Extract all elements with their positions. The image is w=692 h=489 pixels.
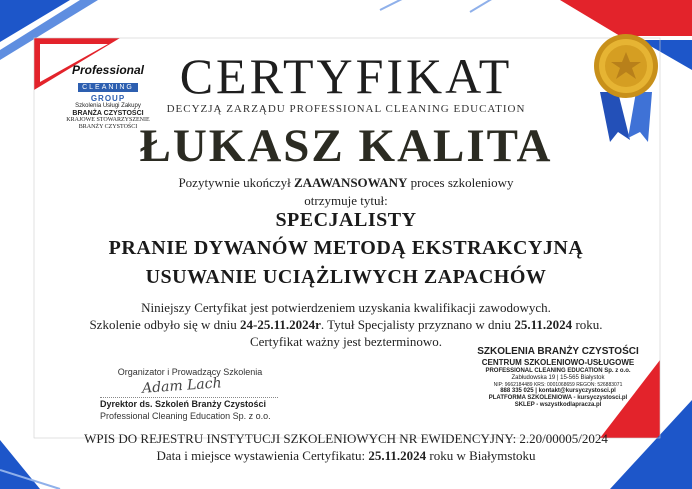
training-dates-line: [0, 317, 692, 333]
logo-group: GROUP: [90, 94, 126, 103]
stamp-platform: PLATFORMA SZKOLENIOWA - kursyczystosci.pl: [488, 395, 628, 402]
specialization-1: PRANIE DYWANÓW METODĄ EKSTRAKCYJNĄ: [108, 237, 584, 259]
corner-red-top-right: [560, 0, 692, 36]
validity-line: Certyfikat ważny jest bezterminowo.: [249, 334, 443, 349]
deco-line: [470, 0, 500, 12]
logo-sub: CLEANING: [78, 83, 138, 92]
logo-industry: BRANŻA CZYSTOŚCI: [72, 110, 144, 117]
awarded-title: SPECJALISTY: [275, 209, 417, 231]
organizer-label: Organizator i Prowadzący Szkolenia: [117, 367, 263, 377]
body-text-line: Niniejszy Certyfikat jest potwierdzeniem uzyskania kwalifikacji zawodowych.: [141, 300, 551, 315]
issue-date: 25.11.2024: [368, 448, 427, 463]
director-title: Dyrektor ds. Szkoleń Branży Czystości: [100, 399, 267, 409]
body-text: roku.: [572, 317, 603, 332]
completion-prefix: Pozytywnie ukończył: [178, 175, 294, 190]
certificate-title: CERTYFIKAT: [179, 48, 513, 104]
logo-association-line2: BRANŻY CZYSTOŚCI: [78, 124, 138, 130]
stamp-shop: SKLEP - wszystkodlapracza.pl: [514, 402, 602, 409]
award-date: 25.11.2024: [514, 317, 573, 332]
certificate-subtitle: DECYZJĄ ZARZĄDU PROFESSIONAL CLEANING EDUCATION: [166, 103, 526, 115]
logo-association: KRAJOWE STOWARZYSZENIE: [66, 117, 150, 123]
handwritten-signature: Adam Lach: [141, 375, 223, 397]
signature-line: [100, 397, 278, 398]
stamp-address: Zabłudowska 19 | 15-565 Białystok: [511, 374, 605, 381]
stamp-line: PROFESSIONAL CLEANING EDUCATION Sp. z o.o.: [485, 367, 631, 374]
registry-number: WPIS DO REJESTRU INSTYTUCJI SZKOLENIOWYCH NR EWIDENCYJNY: 2.20/00005/2024: [84, 431, 608, 446]
logo-name: Professional: [71, 63, 145, 77]
deco-line: [380, 0, 420, 10]
director-organization: Professional Cleaning Education Sp. z o.o.: [100, 411, 271, 421]
issue-suffix: roku w Białymstoku: [426, 448, 536, 463]
completion-level: ZAAWANSOWANY: [293, 175, 408, 190]
training-dates: 24-25.11.2024r: [240, 317, 321, 332]
issue-date-place: [0, 448, 692, 464]
specialization-2: USUWANIE UCIĄŻLIWYCH ZAPACHÓW: [145, 266, 547, 288]
stamp-line: CENTRUM SZKOLENIOWO-USŁUGOWE: [481, 358, 635, 367]
body-text: . Tytuł Specjalisty przyznano w dniu: [320, 317, 515, 332]
body-text: Szkolenie odbyło się w dniu: [89, 317, 241, 332]
stamp-contact: 888 335 025 | kontakt@kursyczystosci.pl: [500, 387, 616, 394]
company-stamp: [472, 346, 644, 410]
logo-tagline: Szkolenia Usługi Zakupy: [75, 103, 141, 109]
completion-statement: [0, 175, 692, 191]
completion-suffix: proces szkoleniowy: [407, 175, 514, 190]
stamp-registry: NIP: 9662184489 KRS: 0001068659 REGON: 526883071: [493, 381, 623, 388]
stamp-line: SZKOLENIA BRANŻY CZYSTOŚCI: [477, 346, 639, 357]
recipient-name: ŁUKASZ KALITA: [139, 120, 553, 172]
receives-title-label: otrzymuje tytuł:: [304, 193, 388, 208]
issue-prefix: Data i miejsce wystawienia Certyfikatu:: [156, 448, 369, 463]
